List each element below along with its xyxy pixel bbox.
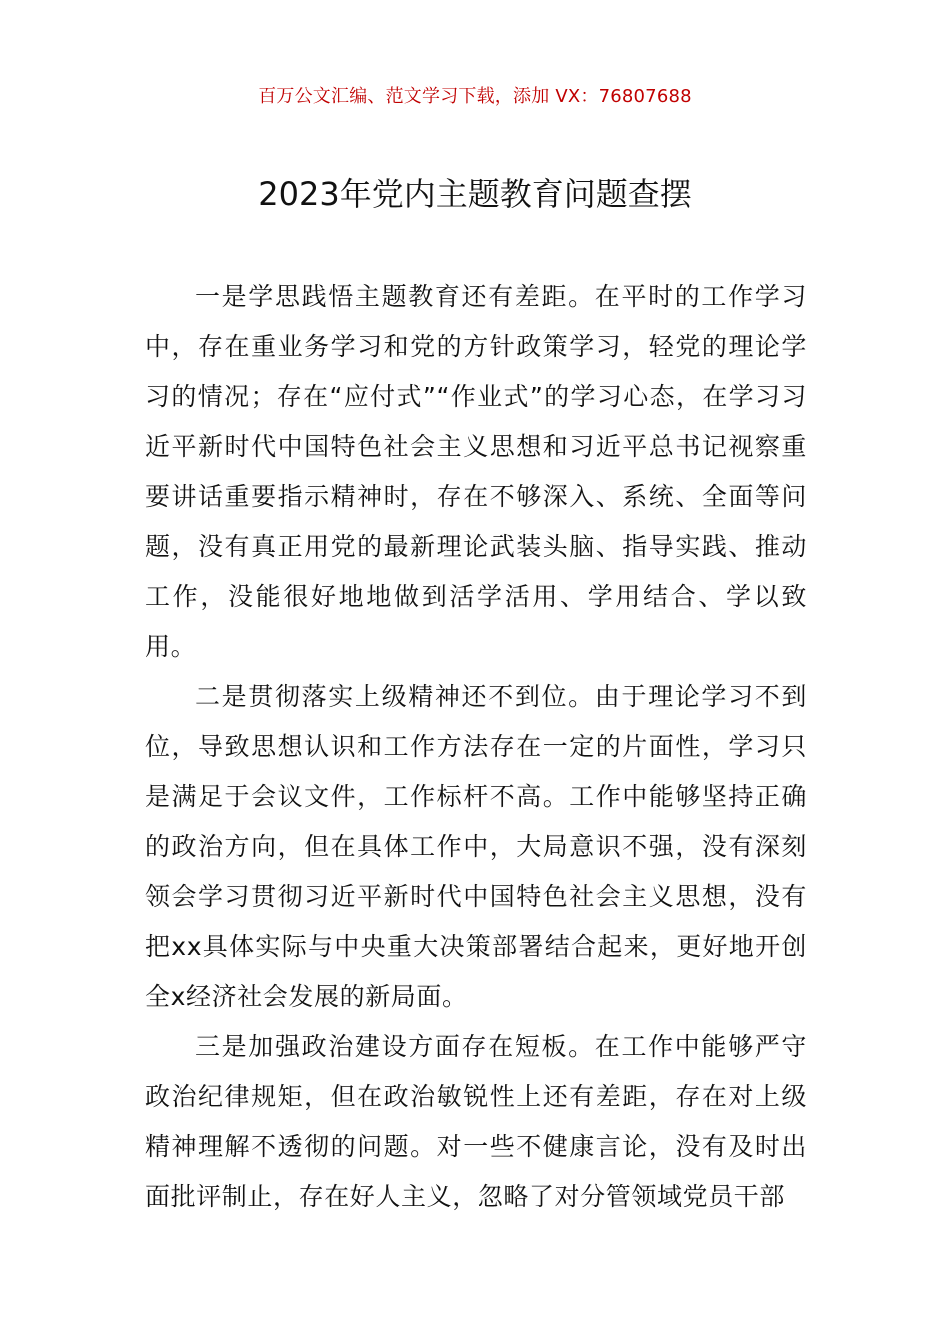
paragraph-2: 二是贯彻落实上级精神还不到位。由于理论学习不到位，导致思想认识和工作方法存在一定的片面性，学习只是满足于会议文件，工作标杆不高。工作中能够坚持正确的政治方向，但在具体工作中，大局意识不强，没有深刻领会学习贯彻习近平新时代中国特色社会主义思想，没有把xx具体实际与中央重大决策部署结合起来，更好地开创全x经济社会发展的新局面。 — [145, 682, 807, 1011]
paragraph-1: 一是学思践悟主题教育还有差距。在平时的工作学习中，存在重业务学习和党的方针政策学习，轻党的理论学习的情况；存在“应付式”“作业式”的学习心态，在学习习近平新时代中国特色社会主义思想和习近平总书记视察重要讲话重要指示精神时，存在不够深入、系统、全面等问题，没有真正用党的最新理论武装头脑、指导实践、推动工作，没能很好地地做到活学活用、学用结合、学以致用。 — [145, 282, 807, 661]
document-title: 2023年党内主题教育问题查摆 — [258, 175, 692, 213]
document-body — [145, 272, 807, 1222]
paragraph-3: 三是加强政治建设方面存在短板。在工作中能够严守政治纪律规矩，但在政治敏锐性上还有差距，存在对上级精神理解不透彻的问题。对一些不健康言论，没有及时出面批评制止，存在好人主义，忽略了对分管领域党员干部 — [145, 1032, 807, 1211]
promo-banner: 百万公文汇编、范文学习下载，添加 VX：76807688 — [258, 86, 692, 107]
